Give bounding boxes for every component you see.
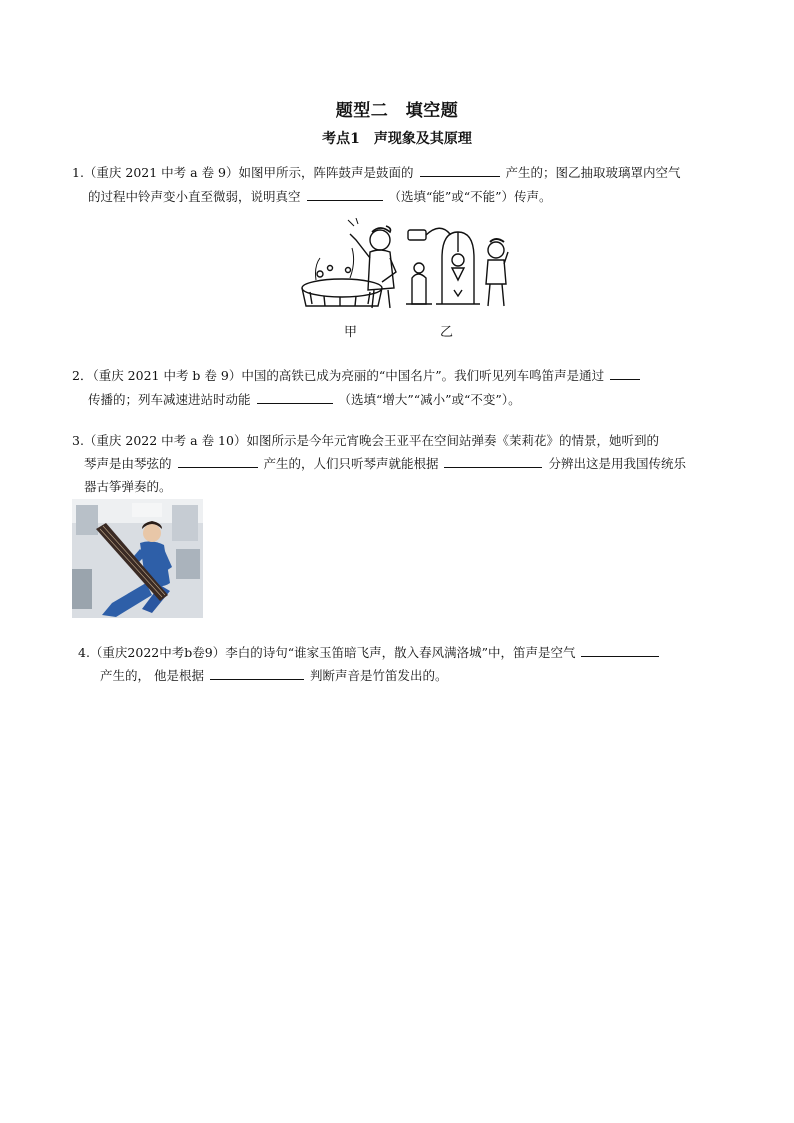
answer-blank[interactable] bbox=[444, 453, 542, 468]
answer-blank[interactable] bbox=[178, 453, 258, 468]
question-2-text-b: 传播的；列车减速进站时动能 bbox=[88, 392, 251, 407]
drum-illustration bbox=[302, 218, 396, 308]
question-2-line-1 bbox=[72, 364, 642, 387]
question-4-line-2 bbox=[100, 664, 447, 687]
question-3-text-e: 器古筝弹奏的。 bbox=[84, 479, 172, 494]
question-2-line-2 bbox=[88, 388, 521, 411]
question-1-text-b: 产生的；图乙抽取玻璃罩内空气 bbox=[505, 165, 681, 180]
question-1-text-c: 的过程中铃声变小直至微弱，说明真空 bbox=[88, 189, 301, 204]
answer-blank[interactable] bbox=[307, 186, 383, 201]
figure-label-b: 乙 bbox=[440, 325, 454, 340]
question-4-text-c: 判断声音是竹笛发出的。 bbox=[309, 668, 448, 683]
question-3-text-a: 3.（重庆 2022 中考 a 卷 10）如图所示是今年元宵晚会王亚平在空间站弹奏《茉莉花》的情景，她听到的 bbox=[72, 433, 659, 448]
question-4-text-b: 产生的， 他是根据 bbox=[100, 668, 204, 683]
answer-blank[interactable] bbox=[257, 389, 333, 404]
section-title: 考点1 声现象及其原理 bbox=[322, 131, 472, 147]
question-1-line-2 bbox=[88, 185, 552, 208]
question-1-text-d: （选填“能”或“不能”）传声。 bbox=[388, 189, 552, 204]
question-3-line-2 bbox=[84, 452, 686, 475]
question-2-text-c: （选填“增大”“减小”或“不变”）。 bbox=[338, 392, 521, 407]
answer-blank[interactable] bbox=[420, 162, 500, 177]
question-1-text-a: 1.（重庆 2021 中考 a 卷 9）如图甲所示，阵阵鼓声是鼓面的 bbox=[72, 165, 414, 180]
question-3-text-d: 分辨出这是用我国传统乐 bbox=[548, 456, 686, 471]
question-4-text-a: 4.（重庆2022中考b卷9）李白的诗句“谁家玉笛暗飞声，散入春风满洛城”中，笛声是空气 bbox=[78, 645, 576, 660]
question-2-text-a: 2．（重庆 2021 中考 b 卷 9）中国的高铁已成为亮丽的“中国名片”。我们听见列车鸣笛声是通过 bbox=[72, 368, 605, 383]
figure-label-a: 甲 bbox=[344, 325, 358, 340]
answer-blank[interactable] bbox=[610, 365, 640, 380]
question-3-line-1 bbox=[72, 429, 659, 452]
question-4-line-1 bbox=[78, 641, 661, 664]
answer-blank[interactable] bbox=[581, 642, 659, 657]
question-3-text-b: 琴声是由琴弦的 bbox=[84, 456, 172, 471]
drum-and-bell-jar-figure bbox=[300, 218, 520, 313]
question-3-line-3 bbox=[84, 475, 172, 498]
page-title: 题型二 填空题 bbox=[335, 101, 459, 121]
answer-blank[interactable] bbox=[210, 665, 304, 680]
question-3-text-c: 产生的，人们只听琴声就能根据 bbox=[263, 456, 439, 471]
question-1-line-1 bbox=[72, 161, 681, 184]
space-station-guzheng-photo bbox=[72, 499, 203, 618]
bell-jar-illustration bbox=[406, 228, 508, 306]
